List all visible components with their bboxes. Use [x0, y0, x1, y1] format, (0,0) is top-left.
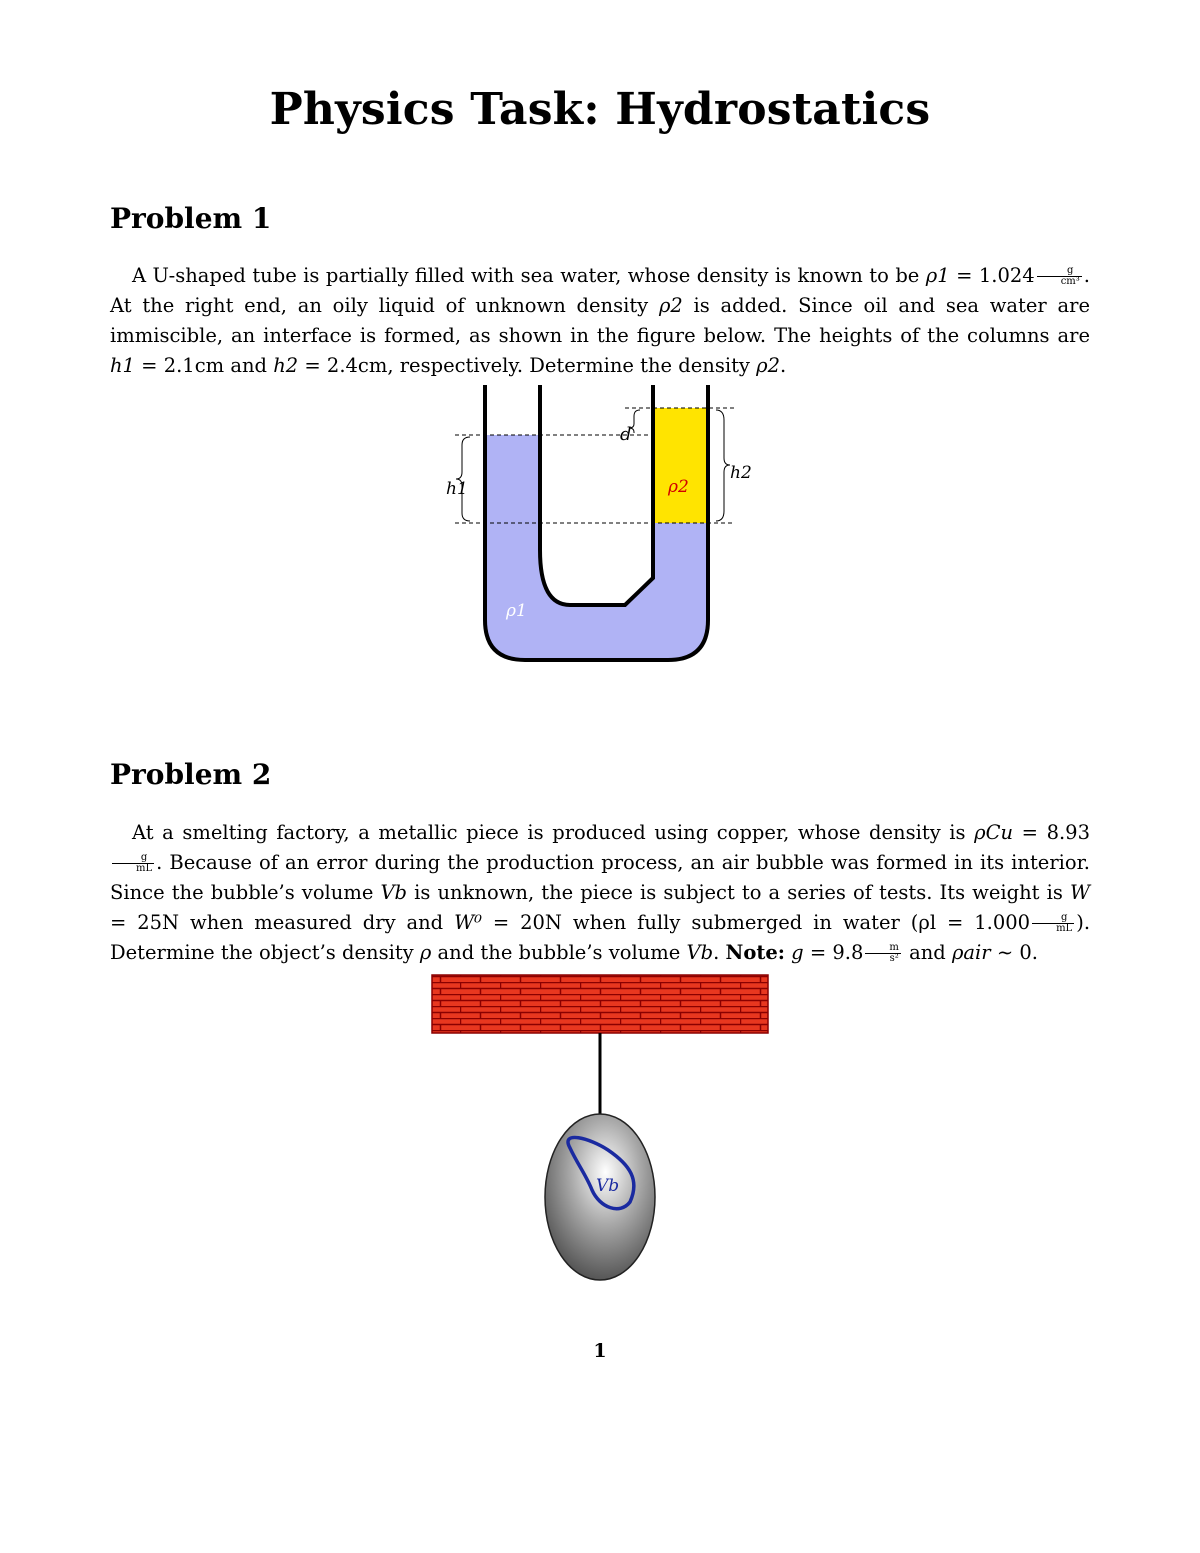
- copper-piece: [545, 1114, 655, 1280]
- page-title: Physics Task: Hydrostatics: [269, 84, 931, 135]
- hanging-piece-figure: [420, 970, 780, 1290]
- label-rho1: ρ1: [506, 601, 527, 621]
- problem-2-heading: Problem 2: [110, 758, 272, 791]
- problem-1-heading: Problem 1: [110, 202, 272, 235]
- problem-1-text: A U-shaped tube is partially filled with sea water, whose density is known to be ρ1 = 1.024 $\frac{g}{\text{cm³}}$ . At the right end, an oily liquid of unknown density ρ2 is added. Since oil and sea water are immiscible, an interface is formed, as shown in the figure below. The heights of the columns are h1 = 2.1cm and h2 = 2.4cm, respectively. Determine the density ρ2.: [110, 264, 1090, 377]
- label-d: d: [620, 424, 632, 445]
- label-h2: h2: [730, 463, 752, 483]
- oil-fill: [653, 408, 708, 523]
- page-number: 1: [593, 1340, 607, 1362]
- h2-brace: [716, 410, 730, 521]
- label-rho2: ρ2: [668, 477, 689, 497]
- brick-ceiling: [432, 975, 768, 1033]
- label-vb: Vb: [596, 1176, 620, 1196]
- problem-2-text: At a smelting factory, a metallic piece is produced using copper, whose density is ρCu = 8.93 $\frac{g}{mL}$ . Because of an error during the production process, an air bubble was formed in its interior. Since the bubble’s volume Vb is unknown, the piece is subject to a series of tests. Its weight is W = 25N when measured dry and W⁰ = 20N when fully submerged in water (ρl = 1.000 $\frac{g}{mL}$ ). Determine the object’s density ρ and the bubble’s volume Vb. Note: g = 9.8 $\frac{m}{\text{s²}}$ and ρair ∼ 0.: [110, 821, 1091, 964]
- u-tube-figure: [440, 380, 760, 670]
- unit-fraction: $\frac{g}{\text{cm³}}$: [1037, 266, 1082, 287]
- label-h1: h1: [446, 479, 468, 499]
- tube-inner-wall: [540, 385, 653, 605]
